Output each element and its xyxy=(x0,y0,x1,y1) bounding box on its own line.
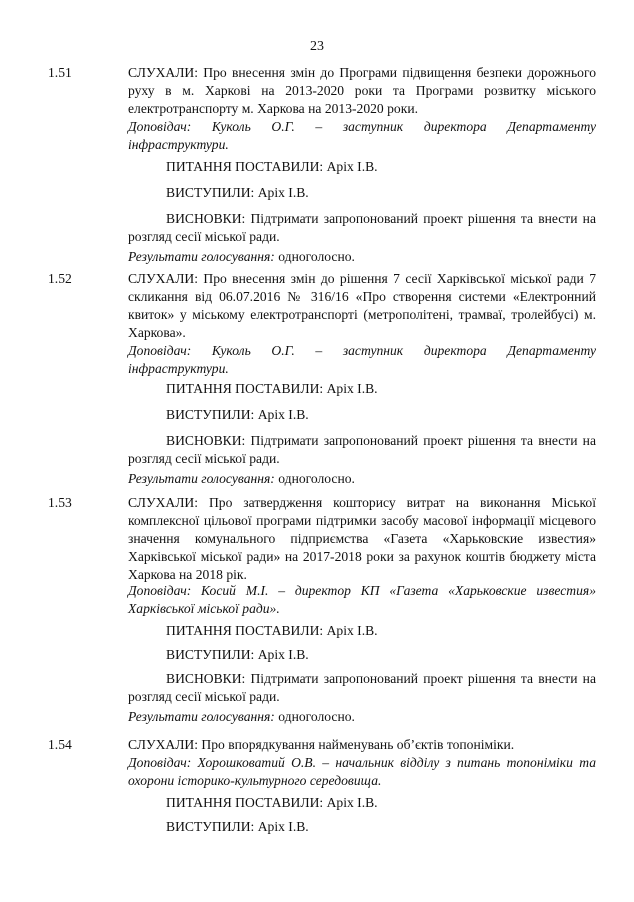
vote-value: одноголосно. xyxy=(274,249,355,264)
item-questions: ПИТАННЯ ПОСТАВИЛИ: Аріх І.В. xyxy=(166,159,378,174)
item-vote xyxy=(128,248,596,266)
item-questions: ПИТАННЯ ПОСТАВИЛИ: Аріх І.В. xyxy=(166,381,378,396)
item-number: 1.53 xyxy=(48,495,72,510)
item-conclusions: ВИСНОВКИ: Підтримати запропонований проект рішення та внести на розгляд сесії міської ради. xyxy=(128,433,596,466)
item-heard: СЛУХАЛИ: Про затвердження кошторису витрат на виконання Міської комплексної цільової програми підтримки засобу масової інформації місцевого значення комунального підприємства «Газета «Харьковские известия» Харківської міської ради» на 2017-2018 роки за рахунок коштів бюджету міста Харкова на 2018 рік. xyxy=(128,495,596,582)
vote-label: Результати голосування: xyxy=(128,471,275,486)
item-speaker: Доповідач: Хорошковатий О.В. – начальник відділу з питань топоніміки та охорони історико-культурного середовища. xyxy=(128,755,596,788)
item-heard: СЛУХАЛИ: Про впорядкування найменувань об’єктів топоніміки. xyxy=(128,737,515,752)
item-heard: СЛУХАЛИ: Про внесення змін до Програми підвищення безпеки дорожнього руху в м. Харкові на 2013-2020 роки та Програми розвитку міського електротранспорту м. Харкова на 2013-2020 роки. xyxy=(128,65,596,116)
item-conclusions: ВИСНОВКИ: Підтримати запропонований проект рішення та внести на розгляд сесії міської ради. xyxy=(128,211,596,244)
item-speaker: Доповідач: Куколь О.Г. – заступник директора Департаменту інфраструктури. xyxy=(128,343,596,376)
item-questions: ПИТАННЯ ПОСТАВИЛИ: Аріх І.В. xyxy=(166,623,378,638)
vote-value: одноголосно. xyxy=(274,709,355,724)
item-vote xyxy=(128,470,596,488)
item-spoke: ВИСТУПИЛИ: Аріх І.В. xyxy=(166,647,309,662)
vote-value: одноголосно. xyxy=(274,471,355,486)
vote-label: Результати голосування: xyxy=(128,709,275,724)
item-conclusions: ВИСНОВКИ: Підтримати запропонований проект рішення та внести на розгляд сесії міської ради. xyxy=(128,671,596,704)
item-number: 1.52 xyxy=(48,271,72,286)
vote-label: Результати голосування: xyxy=(128,249,275,264)
item-heard: СЛУХАЛИ: Про внесення змін до рішення 7 сесії Харківської міської ради 7 скликання від 06.07.2016 № 316/16 «Про створення системи «Електронний квиток» у міському електротранспорті (метрополітені, трамваї, тролейбусі) м. Харкова». xyxy=(128,271,596,340)
item-vote xyxy=(128,708,596,726)
item-spoke: ВИСТУПИЛИ: Аріх І.В. xyxy=(166,185,309,200)
item-questions: ПИТАННЯ ПОСТАВИЛИ: Аріх І.В. xyxy=(166,795,378,810)
item-number: 1.54 xyxy=(48,737,72,752)
item-number: 1.51 xyxy=(48,65,72,80)
item-speaker: Доповідач: Косий М.І. – директор КП «Газета «Харьковские известия» Харківської міської ради». xyxy=(128,583,596,616)
item-spoke: ВИСТУПИЛИ: Аріх І.В. xyxy=(166,819,309,834)
item-speaker: Доповідач: Куколь О.Г. – заступник директора Департаменту інфраструктури. xyxy=(128,119,596,152)
page-number: 23 xyxy=(310,39,324,54)
item-spoke: ВИСТУПИЛИ: Аріх І.В. xyxy=(166,407,309,422)
